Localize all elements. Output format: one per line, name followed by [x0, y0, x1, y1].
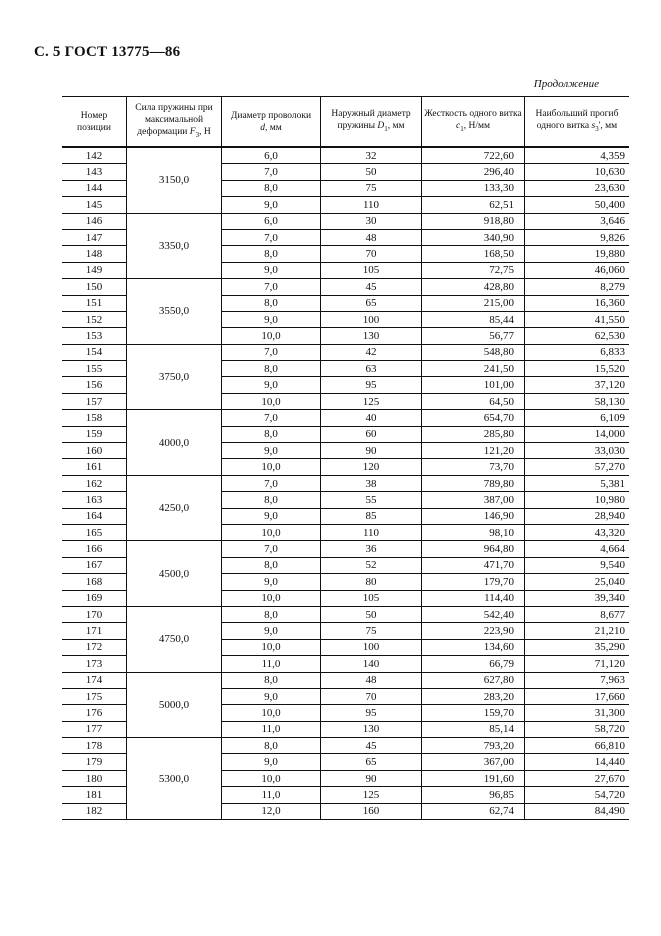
cell-outer-diameter: 60	[321, 426, 422, 442]
col-wire-diameter: Диаметр проволоки d, мм	[222, 97, 321, 148]
cell-outer-diameter: 30	[321, 213, 422, 229]
col-deflection: Наибольший прогиб одного витка $s_3'$, мм	[525, 97, 630, 148]
cell-stiffness: 98,10	[422, 524, 525, 540]
cell-stiffness: 223,90	[422, 623, 525, 639]
cell-stiffness: 789,80	[422, 475, 525, 491]
cell-deflection: 46,060	[525, 262, 630, 278]
cell-position: 181	[62, 787, 127, 803]
cell-force: 3550,0	[127, 279, 222, 345]
cell-outer-diameter: 130	[321, 721, 422, 737]
cell-wire-diameter: 8,0	[222, 180, 321, 196]
cell-wire-diameter: 8,0	[222, 606, 321, 622]
cell-position: 157	[62, 393, 127, 409]
cell-deflection: 9,826	[525, 229, 630, 245]
continuation-label: Продолжение	[533, 78, 599, 90]
cell-outer-diameter: 45	[321, 279, 422, 295]
cell-deflection: 6,833	[525, 344, 630, 360]
cell-stiffness: 722,60	[422, 147, 525, 164]
cell-deflection: 14,000	[525, 426, 630, 442]
cell-outer-diameter: 100	[321, 311, 422, 327]
table-row	[62, 606, 629, 622]
cell-deflection: 7,963	[525, 672, 630, 688]
cell-outer-diameter: 110	[321, 524, 422, 540]
cell-outer-diameter: 48	[321, 229, 422, 245]
cell-wire-diameter: 10,0	[222, 705, 321, 721]
cell-wire-diameter: 11,0	[222, 787, 321, 803]
cell-position: 162	[62, 475, 127, 491]
cell-deflection: 28,940	[525, 508, 630, 524]
cell-deflection: 17,660	[525, 688, 630, 704]
cell-outer-diameter: 95	[321, 377, 422, 393]
cell-force: 4000,0	[127, 410, 222, 476]
col-position: Номер позиции	[62, 97, 127, 148]
cell-wire-diameter: 7,0	[222, 279, 321, 295]
cell-deflection: 37,120	[525, 377, 630, 393]
cell-deflection: 8,677	[525, 606, 630, 622]
cell-position: 178	[62, 738, 127, 754]
cell-position: 144	[62, 180, 127, 196]
cell-position: 166	[62, 541, 127, 557]
cell-deflection: 6,109	[525, 410, 630, 426]
spring-table	[62, 96, 629, 820]
cell-outer-diameter: 90	[321, 443, 422, 459]
cell-stiffness: 542,40	[422, 606, 525, 622]
cell-outer-diameter: 120	[321, 459, 422, 475]
cell-outer-diameter: 85	[321, 508, 422, 524]
table-row	[62, 672, 629, 688]
cell-outer-diameter: 65	[321, 295, 422, 311]
cell-stiffness: 101,00	[422, 377, 525, 393]
cell-outer-diameter: 105	[321, 262, 422, 278]
cell-stiffness: 85,44	[422, 311, 525, 327]
cell-deflection: 4,359	[525, 147, 630, 164]
cell-deflection: 23,630	[525, 180, 630, 196]
cell-outer-diameter: 70	[321, 688, 422, 704]
cell-outer-diameter: 63	[321, 361, 422, 377]
cell-wire-diameter: 10,0	[222, 459, 321, 475]
cell-deflection: 10,980	[525, 492, 630, 508]
cell-position: 148	[62, 246, 127, 262]
cell-stiffness: 241,50	[422, 361, 525, 377]
cell-stiffness: 133,30	[422, 180, 525, 196]
cell-position: 156	[62, 377, 127, 393]
cell-position: 142	[62, 147, 127, 164]
cell-wire-diameter: 10,0	[222, 770, 321, 786]
cell-stiffness: 179,70	[422, 574, 525, 590]
table-row	[62, 541, 629, 557]
cell-stiffness: 627,80	[422, 672, 525, 688]
cell-wire-diameter: 9,0	[222, 688, 321, 704]
cell-deflection: 54,720	[525, 787, 630, 803]
cell-stiffness: 66,79	[422, 656, 525, 672]
cell-stiffness: 159,70	[422, 705, 525, 721]
cell-deflection: 19,880	[525, 246, 630, 262]
cell-position: 177	[62, 721, 127, 737]
table-body	[62, 147, 629, 820]
cell-stiffness: 964,80	[422, 541, 525, 557]
cell-outer-diameter: 65	[321, 754, 422, 770]
cell-deflection: 58,720	[525, 721, 630, 737]
table-row	[62, 738, 629, 754]
cell-force: 4250,0	[127, 475, 222, 541]
cell-position: 151	[62, 295, 127, 311]
cell-position: 161	[62, 459, 127, 475]
cell-force: 5300,0	[127, 738, 222, 820]
cell-wire-diameter: 6,0	[222, 147, 321, 164]
cell-wire-diameter: 9,0	[222, 311, 321, 327]
cell-stiffness: 367,00	[422, 754, 525, 770]
cell-position: 146	[62, 213, 127, 229]
cell-stiffness: 654,70	[422, 410, 525, 426]
cell-wire-diameter: 11,0	[222, 721, 321, 737]
cell-outer-diameter: 75	[321, 623, 422, 639]
cell-wire-diameter: 8,0	[222, 295, 321, 311]
page-header: С. 5 ГОСТ 13775—86	[34, 44, 181, 60]
cell-position: 145	[62, 197, 127, 213]
cell-deflection: 8,279	[525, 279, 630, 295]
col-stiffness: Жесткость одного витка $c_1$, Н/мм	[422, 97, 525, 148]
cell-stiffness: 918,80	[422, 213, 525, 229]
cell-stiffness: 387,00	[422, 492, 525, 508]
cell-wire-diameter: 10,0	[222, 393, 321, 409]
cell-wire-diameter: 9,0	[222, 197, 321, 213]
table-row	[62, 279, 629, 295]
cell-stiffness: 793,20	[422, 738, 525, 754]
table-row	[62, 475, 629, 491]
cell-wire-diameter: 9,0	[222, 754, 321, 770]
cell-outer-diameter: 140	[321, 656, 422, 672]
cell-position: 159	[62, 426, 127, 442]
cell-force: 4750,0	[127, 606, 222, 672]
cell-outer-diameter: 110	[321, 197, 422, 213]
cell-deflection: 3,646	[525, 213, 630, 229]
cell-outer-diameter: 75	[321, 180, 422, 196]
cell-stiffness: 471,70	[422, 557, 525, 573]
cell-wire-diameter: 9,0	[222, 508, 321, 524]
cell-position: 154	[62, 344, 127, 360]
cell-outer-diameter: 70	[321, 246, 422, 262]
cell-outer-diameter: 125	[321, 393, 422, 409]
cell-position: 147	[62, 229, 127, 245]
cell-position: 175	[62, 688, 127, 704]
cell-wire-diameter: 9,0	[222, 443, 321, 459]
cell-outer-diameter: 130	[321, 328, 422, 344]
cell-deflection: 25,040	[525, 574, 630, 590]
cell-wire-diameter: 10,0	[222, 590, 321, 606]
cell-wire-diameter: 8,0	[222, 557, 321, 573]
cell-position: 173	[62, 656, 127, 672]
cell-wire-diameter: 8,0	[222, 738, 321, 754]
cell-position: 182	[62, 803, 127, 819]
cell-wire-diameter: 6,0	[222, 213, 321, 229]
cell-stiffness: 56,77	[422, 328, 525, 344]
cell-position: 163	[62, 492, 127, 508]
cell-deflection: 66,810	[525, 738, 630, 754]
cell-wire-diameter: 8,0	[222, 246, 321, 262]
cell-outer-diameter: 38	[321, 475, 422, 491]
cell-wire-diameter: 7,0	[222, 410, 321, 426]
cell-position: 153	[62, 328, 127, 344]
cell-deflection: 21,210	[525, 623, 630, 639]
col-force: Сила пружины при максимальной деформации $F_3$, Н	[127, 97, 222, 148]
cell-stiffness: 168,50	[422, 246, 525, 262]
cell-deflection: 15,520	[525, 361, 630, 377]
table-header-row	[62, 97, 629, 148]
cell-deflection: 43,320	[525, 524, 630, 540]
cell-deflection: 10,630	[525, 164, 630, 180]
cell-wire-diameter: 9,0	[222, 574, 321, 590]
cell-outer-diameter: 45	[321, 738, 422, 754]
cell-outer-diameter: 52	[321, 557, 422, 573]
cell-outer-diameter: 50	[321, 164, 422, 180]
cell-deflection: 31,300	[525, 705, 630, 721]
cell-deflection: 9,540	[525, 557, 630, 573]
cell-wire-diameter: 7,0	[222, 541, 321, 557]
cell-stiffness: 285,80	[422, 426, 525, 442]
cell-outer-diameter: 50	[321, 606, 422, 622]
cell-position: 172	[62, 639, 127, 655]
cell-stiffness: 134,60	[422, 639, 525, 655]
cell-wire-diameter: 10,0	[222, 639, 321, 655]
cell-wire-diameter: 9,0	[222, 262, 321, 278]
col-outer-diameter: Наружный диаметр пружины $D_1$, мм	[321, 97, 422, 148]
table-row	[62, 213, 629, 229]
cell-stiffness: 85,14	[422, 721, 525, 737]
cell-position: 143	[62, 164, 127, 180]
cell-deflection: 33,030	[525, 443, 630, 459]
cell-wire-diameter: 8,0	[222, 672, 321, 688]
cell-position: 176	[62, 705, 127, 721]
cell-deflection: 14,440	[525, 754, 630, 770]
cell-outer-diameter: 32	[321, 147, 422, 164]
cell-position: 158	[62, 410, 127, 426]
cell-outer-diameter: 100	[321, 639, 422, 655]
cell-position: 169	[62, 590, 127, 606]
cell-deflection: 57,270	[525, 459, 630, 475]
cell-outer-diameter: 55	[321, 492, 422, 508]
table-row	[62, 410, 629, 426]
cell-outer-diameter: 160	[321, 803, 422, 819]
cell-outer-diameter: 80	[321, 574, 422, 590]
cell-stiffness: 191,60	[422, 770, 525, 786]
cell-stiffness: 340,90	[422, 229, 525, 245]
cell-wire-diameter: 7,0	[222, 164, 321, 180]
cell-deflection: 4,664	[525, 541, 630, 557]
cell-position: 165	[62, 524, 127, 540]
cell-outer-diameter: 40	[321, 410, 422, 426]
cell-stiffness: 548,80	[422, 344, 525, 360]
cell-force: 3750,0	[127, 344, 222, 410]
cell-position: 168	[62, 574, 127, 590]
cell-outer-diameter: 48	[321, 672, 422, 688]
cell-deflection: 39,340	[525, 590, 630, 606]
cell-wire-diameter: 10,0	[222, 328, 321, 344]
cell-deflection: 62,530	[525, 328, 630, 344]
cell-stiffness: 73,70	[422, 459, 525, 475]
cell-deflection: 58,130	[525, 393, 630, 409]
cell-force: 4500,0	[127, 541, 222, 607]
cell-position: 174	[62, 672, 127, 688]
cell-deflection: 41,550	[525, 311, 630, 327]
cell-force: 3350,0	[127, 213, 222, 279]
cell-position: 170	[62, 606, 127, 622]
cell-wire-diameter: 8,0	[222, 426, 321, 442]
cell-stiffness: 64,50	[422, 393, 525, 409]
cell-deflection: 84,490	[525, 803, 630, 819]
cell-stiffness: 96,85	[422, 787, 525, 803]
cell-wire-diameter: 8,0	[222, 361, 321, 377]
cell-outer-diameter: 90	[321, 770, 422, 786]
cell-stiffness: 114,40	[422, 590, 525, 606]
cell-outer-diameter: 105	[321, 590, 422, 606]
cell-stiffness: 296,40	[422, 164, 525, 180]
cell-outer-diameter: 42	[321, 344, 422, 360]
cell-position: 164	[62, 508, 127, 524]
cell-wire-diameter: 9,0	[222, 623, 321, 639]
cell-deflection: 35,290	[525, 639, 630, 655]
cell-position: 160	[62, 443, 127, 459]
cell-wire-diameter: 12,0	[222, 803, 321, 819]
cell-stiffness: 428,80	[422, 279, 525, 295]
cell-position: 179	[62, 754, 127, 770]
cell-wire-diameter: 7,0	[222, 229, 321, 245]
cell-stiffness: 146,90	[422, 508, 525, 524]
table-row	[62, 344, 629, 360]
cell-deflection: 27,670	[525, 770, 630, 786]
cell-position: 180	[62, 770, 127, 786]
cell-wire-diameter: 7,0	[222, 475, 321, 491]
cell-outer-diameter: 95	[321, 705, 422, 721]
cell-wire-diameter: 10,0	[222, 524, 321, 540]
cell-stiffness: 215,00	[422, 295, 525, 311]
cell-stiffness: 121,20	[422, 443, 525, 459]
cell-position: 171	[62, 623, 127, 639]
table-row	[62, 147, 629, 164]
cell-stiffness: 62,51	[422, 197, 525, 213]
cell-position: 167	[62, 557, 127, 573]
cell-deflection: 50,400	[525, 197, 630, 213]
cell-wire-diameter: 11,0	[222, 656, 321, 672]
cell-stiffness: 72,75	[422, 262, 525, 278]
cell-outer-diameter: 125	[321, 787, 422, 803]
cell-position: 149	[62, 262, 127, 278]
cell-force: 5000,0	[127, 672, 222, 738]
cell-wire-diameter: 9,0	[222, 377, 321, 393]
cell-position: 155	[62, 361, 127, 377]
cell-position: 150	[62, 279, 127, 295]
cell-deflection: 71,120	[525, 656, 630, 672]
cell-deflection: 16,360	[525, 295, 630, 311]
cell-outer-diameter: 36	[321, 541, 422, 557]
cell-wire-diameter: 8,0	[222, 492, 321, 508]
cell-deflection: 5,381	[525, 475, 630, 491]
cell-stiffness: 283,20	[422, 688, 525, 704]
cell-wire-diameter: 7,0	[222, 344, 321, 360]
cell-stiffness: 62,74	[422, 803, 525, 819]
cell-force: 3150,0	[127, 147, 222, 213]
cell-position: 152	[62, 311, 127, 327]
